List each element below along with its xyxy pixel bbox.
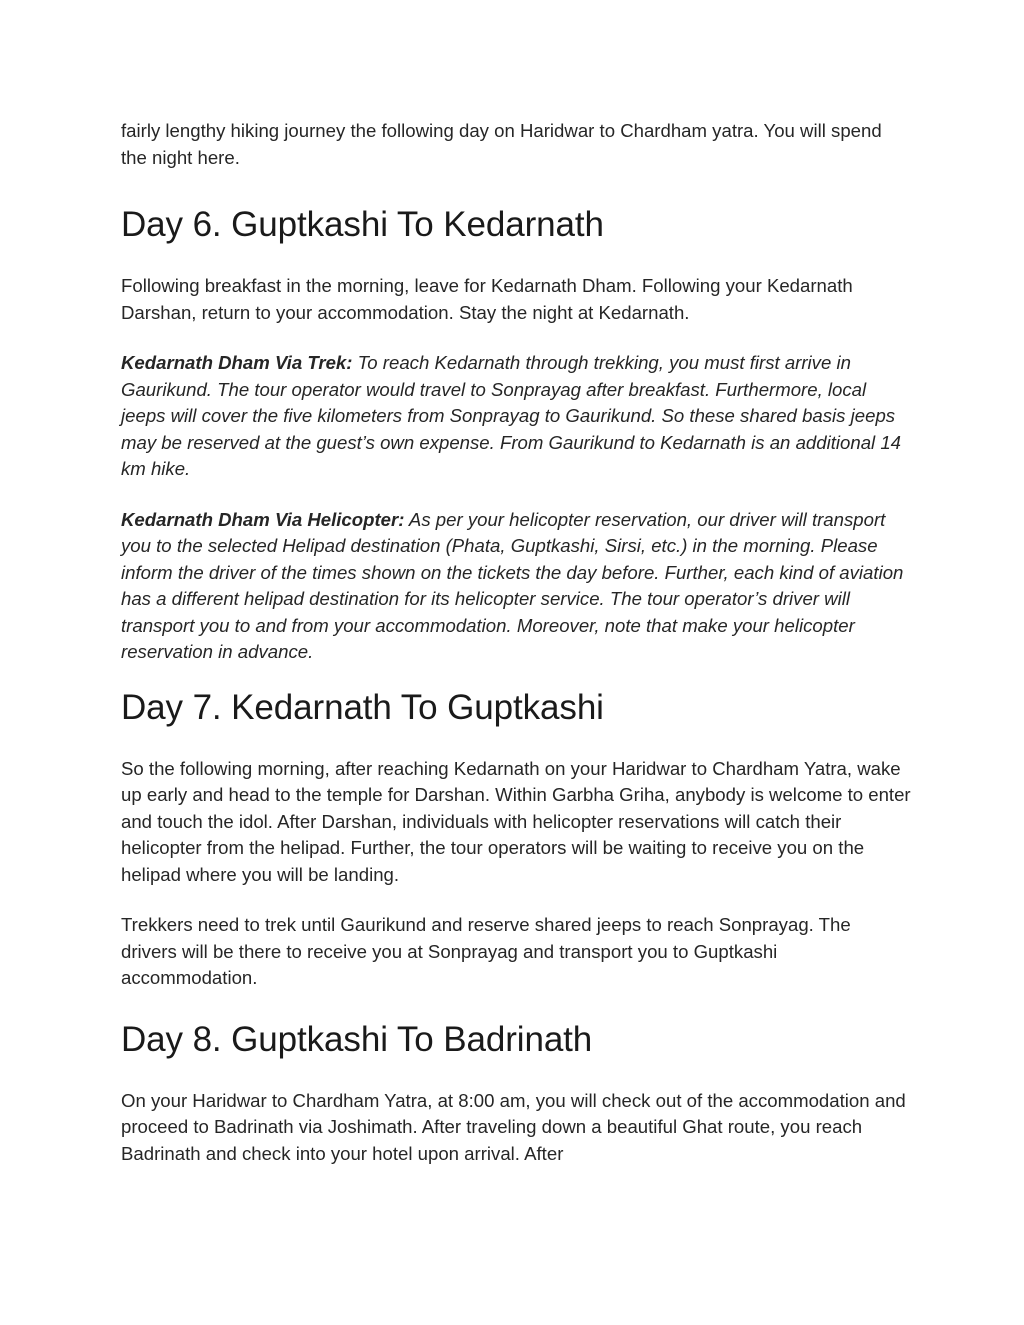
- day6-helicopter-paragraph: [121, 507, 911, 666]
- day6-heading: Day 6. Guptkashi To Kedarnath: [121, 205, 604, 244]
- day6-trek-paragraph: [121, 350, 911, 483]
- day7-paragraph-2: Trekkers need to trek until Gaurikund and reserve shared jeeps to reach Sonprayag. The drivers will be there to receive you at Sonprayag and transport you to Guptkashi accommodation.: [121, 914, 851, 988]
- day8-heading: Day 8. Guptkashi To Badrinath: [121, 1019, 593, 1059]
- day6-paragraph: Following breakfast in the morning, leave for Kedarnath Dham. Following your Kedarnath Darshan, return to your accommodation. Stay the night at Kedarnath.: [121, 275, 853, 323]
- day7-heading: Day 7. Kedarnath To Guptkashi: [121, 687, 604, 727]
- trek-text: To reach Kedarnath through trekking, you must first arrive in Gaurikund. The tour operator would travel to Sonprayag after breakfast. Furthermore, local jeeps will cover the five kilometers from Sonprayag to Gaurikund. So these shared basis jeeps may be reserved at the guest’s own expense. From Gaurikund to Kedarnath is an additional 14 km hike.: [121, 352, 902, 479]
- helicopter-text: As per your helicopter reservation, our driver will transport you to the selected Helipad destination (Phata, Guptkashi, Sirsi, etc.) in the morning. Please inform the driver of the times shown on the tickets the day before. Further, each kind of aviation has a different helipad destination for its helicopter service. The tour operator’s driver will transport you to and from your accommodation. Moreover, note that make your helicopter reservation in advance.: [121, 508, 904, 662]
- document-page: [121, 118, 911, 1167]
- helicopter-lead-label: Kedarnath Dham Via Helicopter:: [121, 508, 405, 530]
- day7-paragraph-1: So the following morning, after reaching Kedarnath on your Haridwar to Chardham Yatra, wake up early and head to the temple for Darshan. Within Garbha Griha, anybody is welcome to enter and touch the idol. After Darshan, individuals with helicopter reservations will catch their helicopter from the helipad. Further, the tour operators will be waiting to receive you on the helipad where you will be landing.: [121, 757, 911, 885]
- intro-paragraph: fairly lengthy hiking journey the following day on Haridwar to Chardham yatra. You will spend the night here.: [121, 120, 882, 168]
- trek-lead-label: Kedarnath Dham Via Trek:: [121, 352, 353, 373]
- day8-paragraph: On your Haridwar to Chardham Yatra, at 8:00 am, you will check out of the accommodation and proceed to Badrinath via Joshimath. After traveling down a beautiful Ghat route, you reach Badrinath and check into your hotel upon arrival. After: [121, 1089, 906, 1164]
